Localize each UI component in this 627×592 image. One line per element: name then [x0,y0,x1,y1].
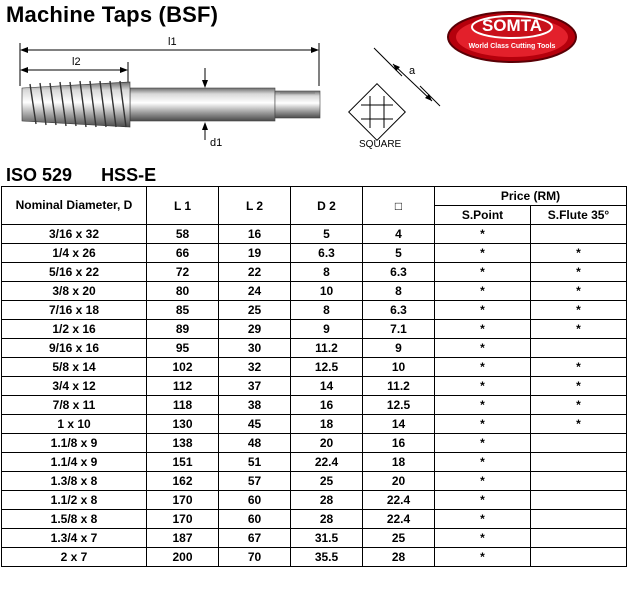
cell-square: 7.1 [363,320,435,339]
table-row [2,491,627,510]
cell-l2: 60 [219,510,291,529]
cell-spoint: * [435,472,531,491]
cell-d2: 25 [291,472,363,491]
cell-l1: 187 [147,529,219,548]
cell-d2: 35.5 [291,548,363,567]
cell-d2: 6.3 [291,244,363,263]
cell-nominal: 3/16 x 32 [2,225,147,244]
cell-spoint: * [435,491,531,510]
cell-spoint: * [435,510,531,529]
cell-l1: 95 [147,339,219,358]
cell-l1: 138 [147,434,219,453]
cell-nominal: 5/16 x 22 [2,263,147,282]
cell-d2: 11.2 [291,339,363,358]
cell-l2: 67 [219,529,291,548]
cell-d2: 14 [291,377,363,396]
table-row [2,358,627,377]
cell-spoint: * [435,225,531,244]
cell-sflute: * [531,377,627,396]
cell-l2: 25 [219,301,291,320]
cell-l2: 37 [219,377,291,396]
cell-spoint: * [435,320,531,339]
cell-l2: 51 [219,453,291,472]
cell-spoint: * [435,339,531,358]
cell-l1: 162 [147,472,219,491]
cell-sflute: * [531,244,627,263]
table-row [2,244,627,263]
cell-d2: 28 [291,510,363,529]
cell-nominal: 1/4 x 26 [2,244,147,263]
dimension-label-l1: l1 [168,36,177,48]
cell-nominal: 5/8 x 14 [2,358,147,377]
table-row [2,548,627,567]
cell-spoint: * [435,244,531,263]
cell-d2: 22.4 [291,453,363,472]
standard-line [6,165,180,186]
cell-square: 9 [363,339,435,358]
header-l1: L 1 [147,187,219,225]
cell-d2: 28 [291,491,363,510]
cell-sflute [531,548,627,567]
logo-tagline: World Class Cutting Tools [468,43,556,50]
cell-l1: 130 [147,415,219,434]
cell-l2: 24 [219,282,291,301]
cell-l2: 19 [219,244,291,263]
cell-l1: 200 [147,548,219,567]
cell-square: 14 [363,415,435,434]
cell-l2: 29 [219,320,291,339]
cell-nominal: 2 x 7 [2,548,147,567]
header-spoint: S.Point [435,206,531,225]
table-row [2,377,627,396]
table-row [2,453,627,472]
cell-square: 25 [363,529,435,548]
cell-spoint: * [435,453,531,472]
cell-square: 6.3 [363,263,435,282]
cell-square: 8 [363,282,435,301]
cell-l1: 58 [147,225,219,244]
cell-l1: 170 [147,510,219,529]
cell-square: 11.2 [363,377,435,396]
cell-l2: 48 [219,434,291,453]
cell-sflute: * [531,301,627,320]
cell-nominal: 3/4 x 12 [2,377,147,396]
cell-d2: 9 [291,320,363,339]
cell-square: 16 [363,434,435,453]
somta-logo [446,11,578,63]
header-l2: L 2 [219,187,291,225]
cell-sflute: * [531,396,627,415]
table-row [2,415,627,434]
cell-square: 6.3 [363,301,435,320]
cell-l1: 80 [147,282,219,301]
cell-sflute [531,529,627,548]
cell-d2: 10 [291,282,363,301]
cell-l2: 57 [219,472,291,491]
table-row [2,320,627,339]
cell-sflute [531,472,627,491]
table-row [2,339,627,358]
cell-d2: 8 [291,301,363,320]
cell-l2: 38 [219,396,291,415]
cell-l1: 112 [147,377,219,396]
cell-sflute [531,453,627,472]
cell-nominal: 1.3/8 x 8 [2,472,147,491]
cell-nominal: 1.1/8 x 9 [2,434,147,453]
cell-sflute [531,434,627,453]
cell-l1: 102 [147,358,219,377]
cell-spoint: * [435,415,531,434]
table-row [2,529,627,548]
cell-square: 28 [363,548,435,567]
cell-spoint: * [435,263,531,282]
cell-l2: 70 [219,548,291,567]
cell-sflute: * [531,263,627,282]
cell-l1: 151 [147,453,219,472]
cell-spoint: * [435,282,531,301]
tap-table [1,186,627,567]
cell-l1: 85 [147,301,219,320]
table-row [2,434,627,453]
cell-l2: 32 [219,358,291,377]
dimension-label-d1: d1 [210,137,223,149]
cell-d2: 12.5 [291,358,363,377]
cell-l2: 30 [219,339,291,358]
cell-spoint: * [435,548,531,567]
table-row [2,472,627,491]
cell-l2: 16 [219,225,291,244]
cell-square: 12.5 [363,396,435,415]
cell-d2: 18 [291,415,363,434]
header-price: Price (RM) [435,187,627,206]
cell-l2: 45 [219,415,291,434]
cell-nominal: 7/16 x 18 [2,301,147,320]
cell-nominal: 1.3/4 x 7 [2,529,147,548]
header-square: □ [363,187,435,225]
cell-nominal: 1.1/2 x 8 [2,491,147,510]
cell-nominal: 1 x 10 [2,415,147,434]
cell-l1: 89 [147,320,219,339]
cell-sflute: * [531,282,627,301]
logo-brand: SOMTA [481,16,543,35]
cell-l1: 72 [147,263,219,282]
cell-spoint: * [435,358,531,377]
cell-nominal: 1/2 x 16 [2,320,147,339]
table-row [2,301,627,320]
cell-sflute: * [531,415,627,434]
cell-l1: 66 [147,244,219,263]
table-row [2,263,627,282]
iso-standard: ISO 529 [6,165,73,185]
table-row [2,225,627,244]
cell-sflute [531,225,627,244]
cell-d2: 20 [291,434,363,453]
cell-square: 22.4 [363,491,435,510]
dimension-label-a: a [409,65,416,77]
cell-d2: 16 [291,396,363,415]
cell-sflute: * [531,358,627,377]
cell-square: 20 [363,472,435,491]
cell-d2: 31.5 [291,529,363,548]
cell-nominal: 9/16 x 16 [2,339,147,358]
cell-sflute [531,510,627,529]
table-row [2,396,627,415]
cell-square: 18 [363,453,435,472]
dimension-label-l2: l2 [72,56,81,68]
cell-nominal: 1.1/4 x 9 [2,453,147,472]
cell-spoint: * [435,529,531,548]
table-row [2,282,627,301]
cell-d2: 8 [291,263,363,282]
table-body [2,225,627,567]
cell-square: 4 [363,225,435,244]
cell-l1: 170 [147,491,219,510]
cell-spoint: * [435,301,531,320]
cell-spoint: * [435,377,531,396]
cell-square: 5 [363,244,435,263]
page-title: Machine Taps (BSF) [6,2,219,27]
table-row [2,510,627,529]
cell-spoint: * [435,434,531,453]
cell-spoint: * [435,396,531,415]
header-sflute: S.Flute 35° [531,206,627,225]
square-label: SQUARE [359,139,402,150]
cell-l2: 22 [219,263,291,282]
cell-l2: 60 [219,491,291,510]
cell-nominal: 3/8 x 20 [2,282,147,301]
material: HSS-E [101,165,157,185]
cell-nominal: 1.5/8 x 8 [2,510,147,529]
cell-square: 22.4 [363,510,435,529]
cell-sflute [531,491,627,510]
cell-l1: 118 [147,396,219,415]
cell-sflute: * [531,320,627,339]
cell-nominal: 7/8 x 11 [2,396,147,415]
cell-d2: 5 [291,225,363,244]
header-nominal-diameter: Nominal Diameter, D [2,187,147,225]
cell-sflute [531,339,627,358]
header-d2: D 2 [291,187,363,225]
cell-square: 10 [363,358,435,377]
